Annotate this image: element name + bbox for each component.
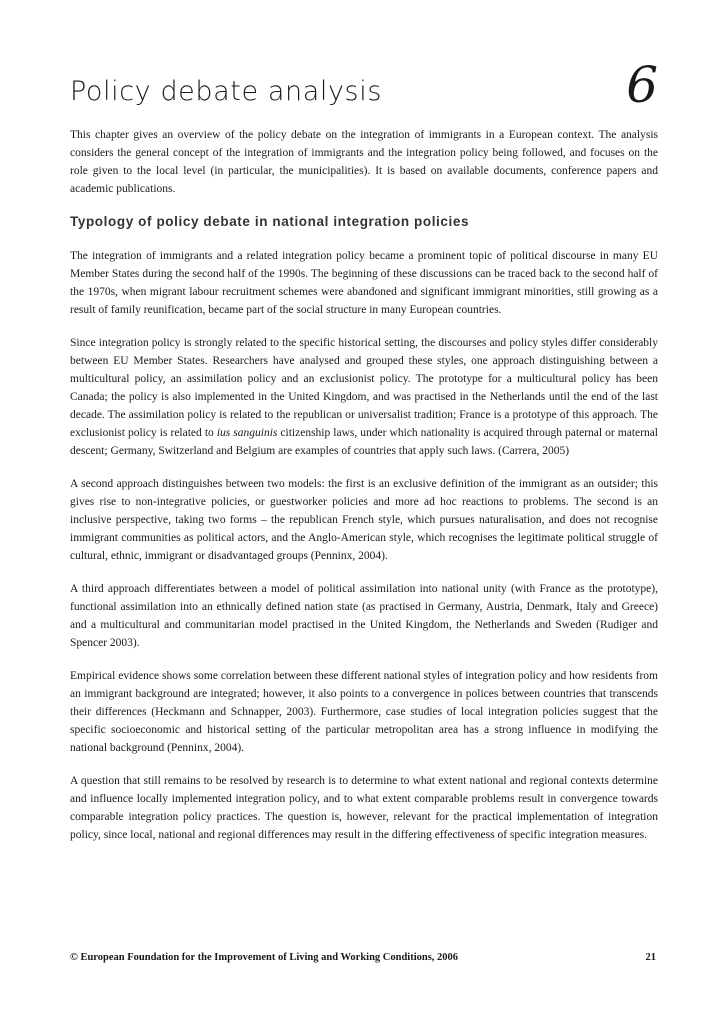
chapter-number: 6	[626, 56, 658, 114]
chapter-header	[70, 56, 658, 114]
paragraph-2	[70, 334, 658, 460]
paragraph-3: A second approach distinguishes between two models: the first is an exclusive definition of the immigrant as an outsider; this gives rise to non-integrative policies, or guestworker policies and more ad hoc reactions to problems. The second is an inclusive perspective, taking two forms – the republican French style, which pursues naturalisation, and does not recognise immigrant communities as political actors, and the Anglo-American style, which recognises the legitimate political struggle of cultural, ethnic, immigrant or disadvantaged groups (Penninx, 2004).	[70, 478, 658, 562]
intro-paragraph: This chapter gives an overview of the policy debate on the integration of immigrants in a European context. The analysis considers the general concept of the integration of immigrants and the integration policy being followed, and focuses on the role given to the local level (in particular, the municipalities). It is based on available documents, conference papers and academic publications.	[70, 129, 658, 195]
paragraph-5: Empirical evidence shows some correlation between these different national styles of integration policy and how residents from an immigrant background are integrated; however, it also points to a convergence in polices between countries that transcends their differences (Heckmann and Schnapper, 2003). Furthermore, case studies of local integration policies suggest that the specific socioeconomic and historical setting of the particular metropolitan area has a strong influence in modifying the national background (Penninx, 2004).	[70, 670, 658, 754]
chapter-title: Policy debate analysis	[70, 76, 382, 107]
paragraph-1: The integration of immigrants and a related integration policy became a prominent topic of political discourse in many EU Member States during the second half of the 1990s. The beginning of these discussions can be traced back to the second half of the 1970s, when migrant labour recruitment schemes were abandoned and significant immigrant minorities, still growing as a result of family reunification, became part of the social structure in many European countries.	[70, 250, 658, 316]
page-footer	[70, 952, 658, 968]
footer-page-number: 21	[645, 952, 656, 963]
paragraph-4: A third approach differentiates between a model of political assimilation into national unity (with France as the prototype), functional assimilation into an ethnically defined nation state (as practised in Germany, Austria, Denmark, Italy and Greece) and a multicultural and communitarian model practised in the United Kingdom, the Netherlands and Sweden (Rudiger and Spencer 2003).	[70, 583, 658, 649]
paragraph-2-emphasis: ius sanguinis	[216, 427, 278, 439]
paragraph-2-text-b: citizenship laws, under which nationality is acquired through paternal or maternal descent; Germany, Switzerland and Belgium are examples of countries that apply such laws. (Carrera, 2005)	[70, 427, 658, 457]
chapter-content	[70, 126, 658, 859]
section-heading: Typology of policy debate in national integration policies	[70, 214, 470, 229]
document-page	[70, 0, 658, 1030]
footer-copyright: © European Foundation for the Improvement of Living and Working Conditions, 2006	[70, 952, 459, 963]
paragraph-6: A question that still remains to be resolved by research is to determine to what extent national and regional contexts determine and influence locally implemented integration policy, and to what extent comparable problems result in convergence towards comparable integration policy practices. The question is, however, relevant for the practical implementation of integration policy, since local, national and regional differences may result in the differing effectiveness of specific integration measures.	[70, 775, 658, 841]
paragraph-2-text-a: Since integration policy is strongly related to the specific historical setting, the discourses and policy styles differ considerably between EU Member States. Researchers have analysed and grouped these styles, one approach distinguishing between a multicultural policy, an assimilation policy and an exclusionist policy. The prototype for a multicultural policy has been Canada; the policy is also implemented in the United Kingdom, and was practised in the Netherlands until the end of the last decade. The assimilation policy is related to the republican or universalist tradition; France is a prototype of this approach. The exclusionist policy is related to	[70, 337, 658, 439]
